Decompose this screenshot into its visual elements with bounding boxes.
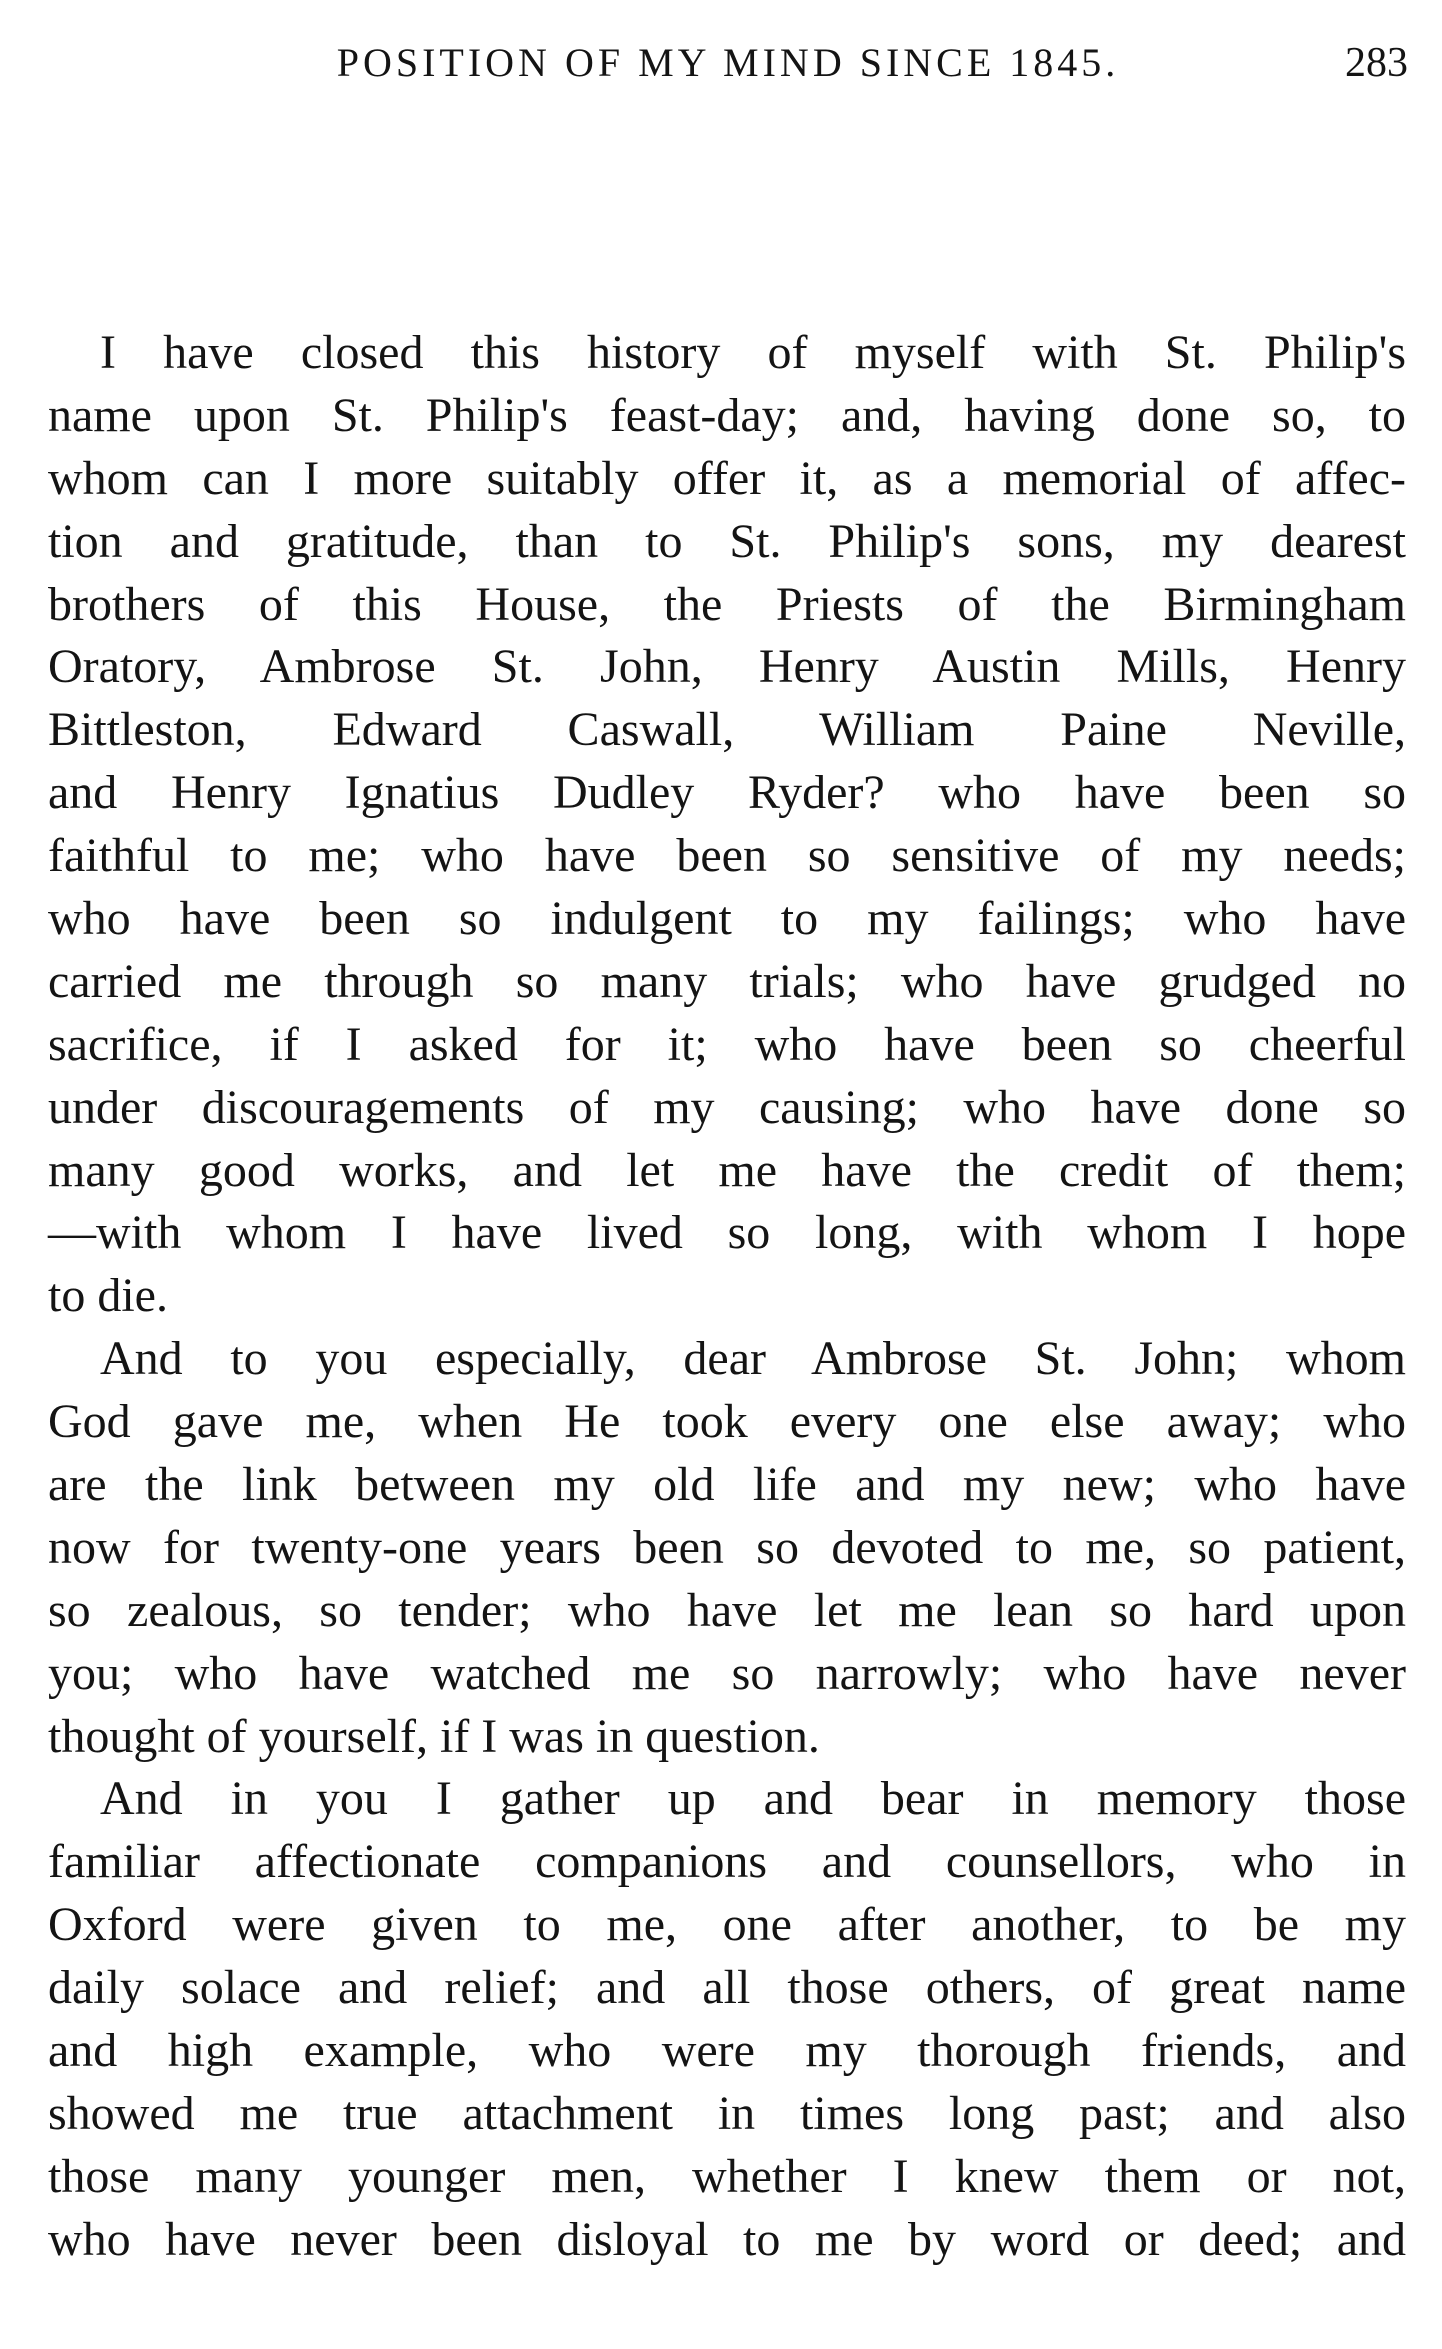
text-line: familiar affectionate companions and counsellors, who in	[48, 1835, 1406, 1889]
paragraph	[48, 322, 1406, 1328]
text-line: tion and gratitude, than to St. Philip's sons, my dearest	[48, 514, 1406, 568]
text-line: showed me true attachment in times long past; and also	[48, 2086, 1406, 2140]
text-line: Oratory, Ambrose St. John, Henry Austin Mills, Henry	[48, 640, 1406, 694]
text-line: under discouragements of my causing; who have done so	[48, 1080, 1406, 1134]
text-line: thought of yourself, if I was in question.	[48, 1709, 820, 1763]
paragraph	[48, 1768, 1406, 2271]
text-line: you; who have watched me so narrowly; who have never	[48, 1646, 1406, 1700]
text-line: Oxford were given to me, one after another, to be my	[48, 1898, 1406, 1952]
text-line: are the link between my old life and my new; who have	[48, 1458, 1406, 1512]
text-line: now for twenty-one years been so devoted to me, so patient,	[48, 1520, 1406, 1574]
text-line: whom can I more suitably offer it, as a memorial of affec-	[48, 451, 1406, 505]
text-line: and Henry Ignatius Dudley Ryder? who have been so	[48, 766, 1406, 820]
text-line: faithful to me; who have been so sensitive of my needs;	[48, 829, 1406, 883]
text-line: name upon St. Philip's feast-day; and, having done so, to	[48, 388, 1406, 442]
running-head	[48, 28, 1408, 98]
text-line: those many younger men, whether I knew them or not,	[48, 2149, 1406, 2203]
text-line: And to you especially, dear Ambrose St. John; whom	[100, 1332, 1406, 1386]
text-line: to die.	[48, 1269, 168, 1323]
running-title: POSITION OF MY MIND SINCE 1845.	[336, 40, 1120, 85]
text-line: who have never been disloyal to me by word or deed; and	[48, 2212, 1406, 2266]
text-line: brothers of this House, the Priests of the Birmingham	[48, 577, 1406, 631]
text-line: sacrifice, if I asked for it; who have been so cheerful	[48, 1017, 1406, 1071]
page-number: 283	[1345, 40, 1408, 86]
text-line: so zealous, so tender; who have let me lean so hard upon	[48, 1583, 1406, 1637]
text-line: carried me through so many trials; who have grudged no	[48, 954, 1406, 1008]
text-line: I have closed this history of myself with St. Philip's	[100, 326, 1406, 379]
text-line: And in you I gather up and bear in memory those	[100, 1772, 1406, 1826]
paragraph	[48, 1328, 1406, 1768]
text-line: daily solace and relief; and all those others, of great name	[48, 1961, 1406, 2015]
body-text	[48, 322, 1406, 2272]
text-line: many good works, and let me have the credit of them;	[48, 1143, 1406, 1197]
text-line: Bittleston, Edward Caswall, William Paine Neville,	[48, 703, 1406, 757]
text-line: and high example, who were my thorough friends, and	[48, 2024, 1406, 2078]
text-line: who have been so indulgent to my failings; who have	[48, 892, 1406, 946]
text-line: —with whom I have lived so long, with whom I hope	[48, 1206, 1406, 1260]
text-line: God gave me, when He took every one else away; who	[48, 1395, 1406, 1449]
